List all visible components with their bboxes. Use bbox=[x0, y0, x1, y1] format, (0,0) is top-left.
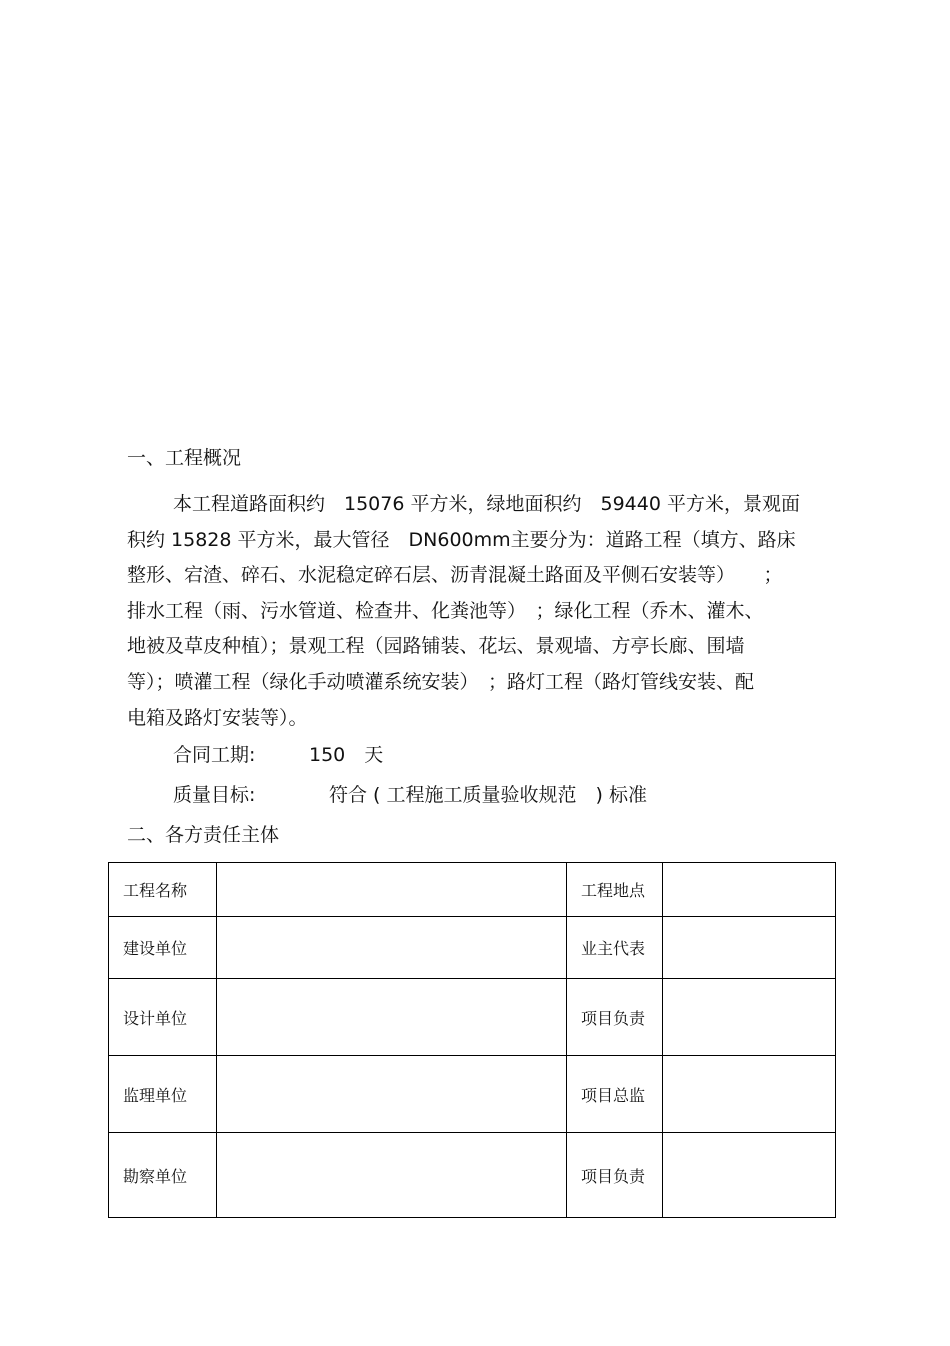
row-value-survey-unit bbox=[217, 1133, 567, 1218]
row-label-project-location: 工程地点 bbox=[567, 863, 663, 917]
row-value-construction-unit bbox=[217, 917, 567, 979]
project-overview-paragraph bbox=[127, 487, 839, 736]
paragraph-line: 积约 15828 平方米，最大管径 DN600mm主要分为：道路工程（填方、路床 bbox=[127, 528, 796, 551]
table-row bbox=[109, 1056, 836, 1133]
row-value-project-lead bbox=[663, 979, 836, 1056]
row-value-design-unit bbox=[217, 979, 567, 1056]
section-heading-overview: 一、工程概况 bbox=[127, 447, 242, 469]
table-row bbox=[109, 863, 836, 917]
table-row bbox=[109, 979, 836, 1056]
row-label-owner-representative: 业主代表 bbox=[567, 917, 663, 979]
paragraph-line: 地被及草皮种植）；景观工程（园路铺装、花坛、景观墙、方亭长廊、围墙 bbox=[127, 635, 745, 658]
row-value-project-lead-survey bbox=[663, 1133, 836, 1218]
row-value-project-name bbox=[217, 863, 567, 917]
contract-period-line bbox=[173, 742, 383, 768]
quality-target-line bbox=[173, 782, 647, 808]
contract-period-label: 合同工期: bbox=[173, 744, 256, 766]
row-label-supervision-unit: 监理单位 bbox=[109, 1056, 217, 1133]
row-label-project-lead: 项目负责 bbox=[567, 979, 663, 1056]
responsible-parties-table bbox=[108, 862, 836, 1218]
paragraph-line: 等）；喷灌工程（绿化手动喷灌系统安装） ；路灯工程（路灯管线安装、配 bbox=[127, 670, 755, 693]
row-label-project-name: 工程名称 bbox=[109, 863, 217, 917]
section-heading-responsible-parties: 二、各方责任主体 bbox=[127, 824, 280, 846]
row-label-chief-supervisor: 项目总监 bbox=[567, 1056, 663, 1133]
row-label-design-unit: 设计单位 bbox=[109, 979, 217, 1056]
table-row bbox=[109, 917, 836, 979]
paragraph-line: 电箱及路灯安装等）。 bbox=[127, 706, 308, 729]
row-value-chief-supervisor bbox=[663, 1056, 836, 1133]
paragraph-line: 排水工程（雨、污水管道、检查井、化粪池等） ；绿化工程（乔木、灌木、 bbox=[127, 599, 764, 622]
row-label-project-lead-survey: 项目负责 bbox=[567, 1133, 663, 1218]
contract-period-value: 150 天 bbox=[309, 744, 384, 766]
paragraph-line: 本工程道路面积约 15076 平方米，绿地面积约 59440 平方米，景观面 bbox=[173, 493, 800, 515]
table-row bbox=[109, 1133, 836, 1218]
paragraph-line: 整形、宕渣、碎石、水泥稳定碎石层、沥青混凝土路面及平侧石安装等） ； bbox=[127, 564, 783, 587]
quality-target-value: 符合 ( 工程施工质量验收规范 ) 标准 bbox=[329, 784, 647, 806]
row-value-project-location bbox=[663, 863, 836, 917]
row-value-owner-representative bbox=[663, 917, 836, 979]
quality-target-label: 质量目标: bbox=[173, 784, 256, 806]
row-value-supervision-unit bbox=[217, 1056, 567, 1133]
row-label-survey-unit: 勘察单位 bbox=[109, 1133, 217, 1218]
row-label-construction-unit: 建设单位 bbox=[109, 917, 217, 979]
